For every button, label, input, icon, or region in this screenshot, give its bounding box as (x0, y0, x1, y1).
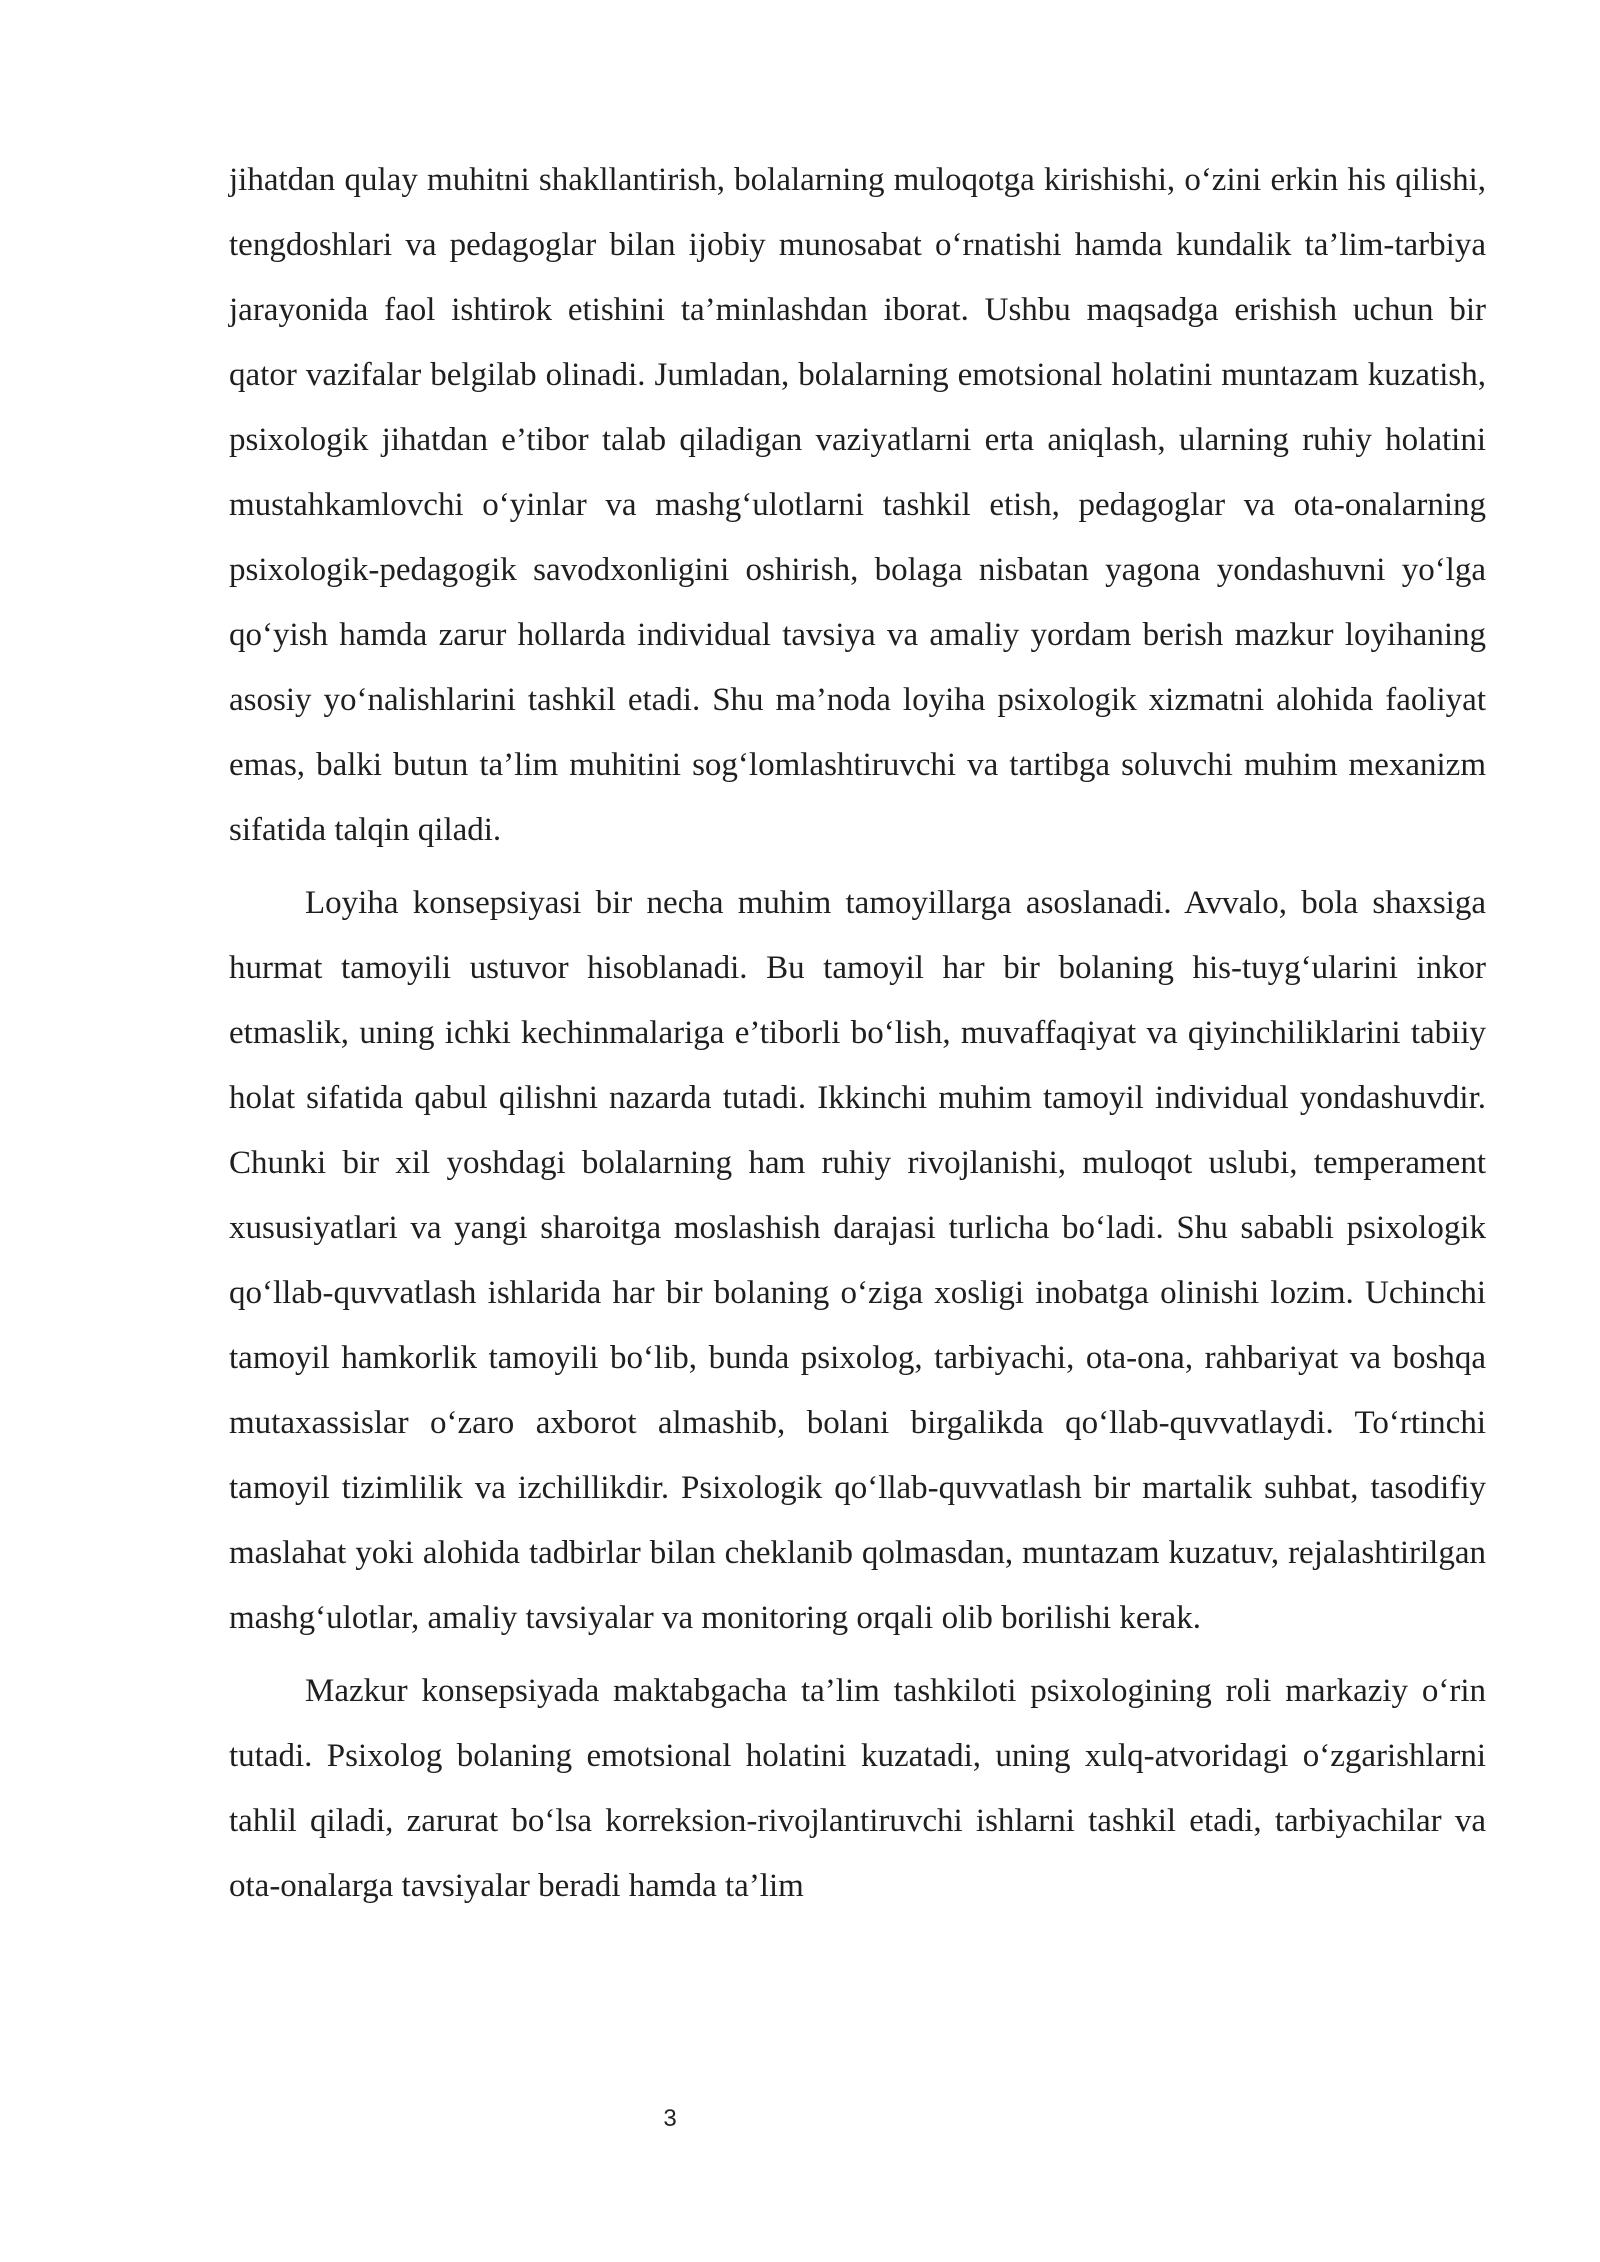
paragraph-2: Loyiha konsepsiyasi bir necha muhim tamoyillarga asoslanadi. Avvalo, bola shaxsiga hurmat tamoyili ustuvor hisoblanadi. Bu tamoyil har bir bolaning his-tuyg‘ularini inkor etmaslik, uning ichki kechinmalariga e’tiborli bo‘lish, muvaffaqiyat va qiyinchiliklarini tabiiy holat sifatida qabul qilishni nazarda tutadi. Ikkinchi muhim tamoyil individual yondashuvdir. Chunki bir xil yoshdagi bolalarning ham ruhiy rivojlanishi, muloqot uslubi, temperament xususiyatlari va yangi sharoitga moslashish darajasi turlicha bo‘ladi. Shu sababli psixologik qo‘llab-quvvatlash ishlarida har bir bolaning o‘ziga xosligi inobatga olinishi lozim. Uchinchi tamoyil hamkorlik tamoyili bo‘lib, bunda psixolog, tarbiyachi, ota-ona, rahbariyat va boshqa mutaxassislar o‘zaro axborot almashib, bolani birgalikda qo‘llab-quvvatlaydi. To‘rtinchi tamoyil tizimlilik va izchillikdir. Psixologik qo‘llab-quvvatlash bir martalik suhbat, tasodifiy maslahat yoki alohida tadbirlar bilan cheklanib qolmasdan, muntazam kuzatuv, rejalashtirilgan mashg‘ulotlar, amaliy tavsiyalar va monitoring orqali olib borilishi kerak. (229, 885, 1486, 1636)
page-number: 3 (663, 2105, 677, 2132)
document-body (229, 148, 1486, 1919)
paragraph-3: Mazkur konsepsiyada maktabgacha ta’lim tashkiloti psixologining roli markaziy o‘rin tutadi. Psixolog bolaning emotsional holatini kuzatadi, uning xulq-atvoridagi o‘zgarishlarni tahlil qiladi, zarurat bo‘lsa korreksion-rivojlantiruvchi ishlarni tashkil etadi, tarbiyachilar va ota-onalarga tavsiyalar beradi hamda ta’lim (229, 1673, 1486, 1904)
paragraph-1: jihatdan qulay muhitni shakllantirish, bolalarning muloqotga kirishishi, o‘zini erkin his qilishi, tengdoshlari va pedagoglar bilan ijobiy munosabat o‘rnatishi hamda kundalik ta’lim-tarbiya jarayonida faol ishtirok etishini ta’minlashdan iborat. Ushbu maqsadga erishish uchun bir qator vazifalar belgilab olinadi. Jumladan, bolalarning emotsional holatini muntazam kuzatish, psixologik jihatdan e’tibor talab qiladigan vaziyatlarni erta aniqlash, ularning ruhiy holatini mustahkamlovchi o‘yinlar va mashg‘ulotlarni tashkil etish, pedagoglar va ota-onalarning psixologik-pedagogik savodxonligini oshirish, bolaga nisbatan yagona yondashuvni yo‘lga qo‘yish hamda zarur hollarda individual tavsiya va amaliy yordam berish mazkur loyihaning asosiy yo‘nalishlarini tashkil etadi. Shu ma’noda loyiha psixologik xizmatni alohida faoliyat emas, balki butun ta’lim muhitini sog‘lomlashtiruvchi va tartibga soluvchi muhim mexanizm sifatida talqin qiladi. (229, 162, 1486, 848)
